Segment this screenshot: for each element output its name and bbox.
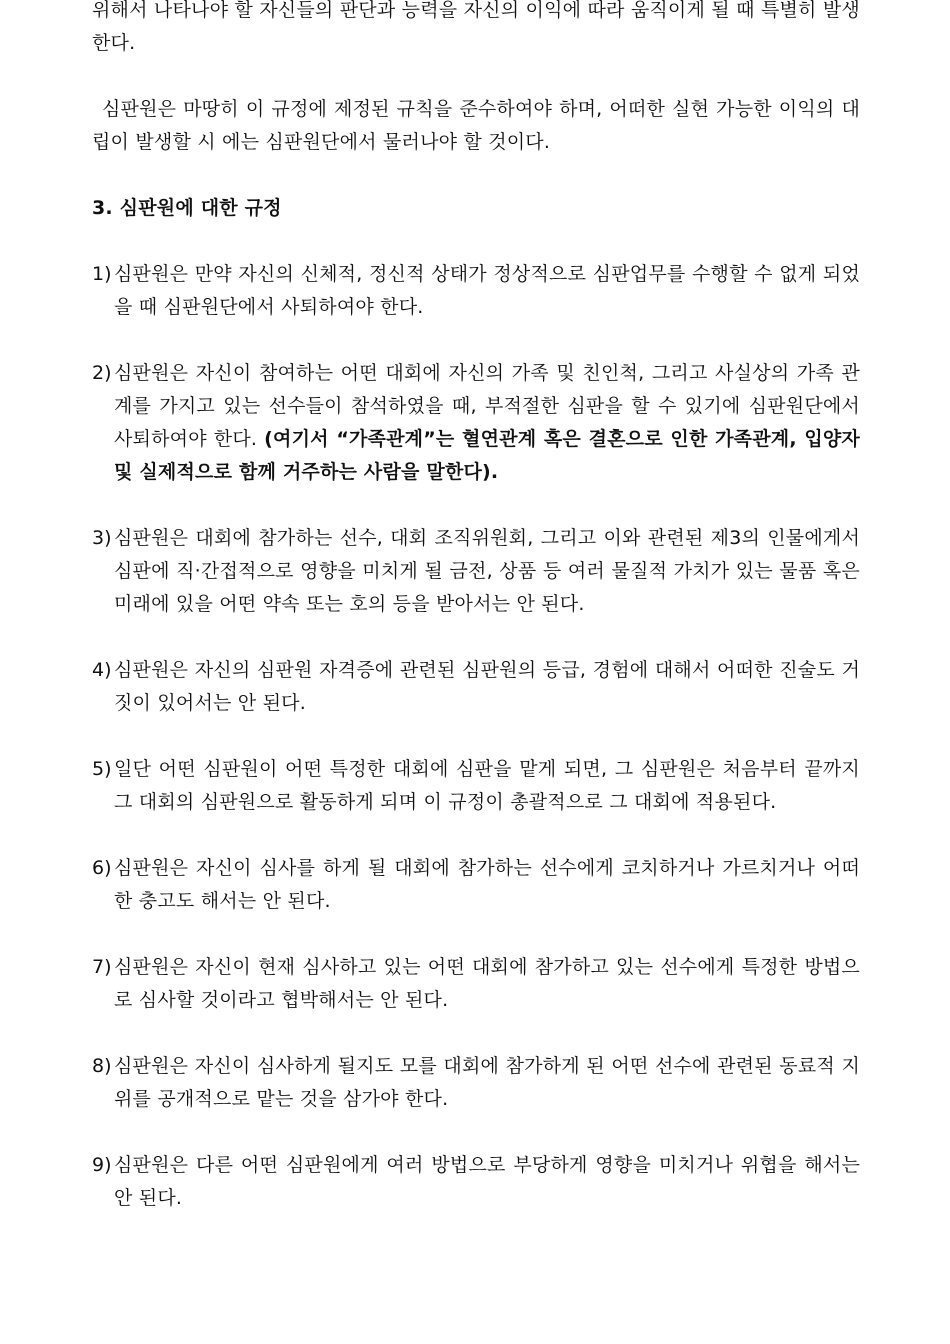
rule-number: 5) <box>92 758 112 780</box>
rule-text-bold: (여기서 “가족관계”는 혈연관계 혹은 결혼으로 인한 가족관계, 입양자 및 실제적으로 함께 거주하는 사람을 말한다). <box>114 428 860 483</box>
section-heading <box>92 192 860 225</box>
rule-text: 심판원은 만약 자신의 신체적, 정신적 상태가 정상적으로 심판업무를 수행할 수 없게 되었을 때 심판원단에서 사퇴하여야 한다. <box>114 263 860 318</box>
rule-item <box>92 1050 860 1116</box>
rule-number: 1) <box>92 263 112 285</box>
duty-paragraph: 심판원은 마땅히 이 규정에 제정된 규칙을 준수하여야 하며, 어떠한 실현 가능한 이익의 대립이 발생할 시 에는 심판원단에서 물러나야 할 것이다. <box>92 98 860 153</box>
rule-text: 심판원은 자신이 심사를 하게 될 대회에 참가하는 선수에게 코치하거나 가르치거나 어떠한 충고도 해서는 안 된다. <box>114 857 860 912</box>
intro-paragraph: 위해서 나타나야 할 자신들의 판단과 능력을 자신의 이익에 따라 움직이게 될 때 특별히 발생한다. <box>92 0 860 54</box>
rule-text <box>114 357 860 489</box>
rule-number: 7) <box>92 956 112 978</box>
rule-item <box>92 258 860 324</box>
rule-number: 8) <box>92 1055 112 1077</box>
rule-text-regular: 심판원은 자신이 참여하는 어떤 대회에 자신의 가족 및 친인척, 그리고 사실상의 가족 관계를 가지고 있는 선수들이 참석하였을 때, 부적절한 심판을 할 수 있기에 심판원단에서 사퇴하여야 한다. <box>114 362 860 450</box>
rule-text: 심판원은 자신이 현재 심사하고 있는 어떤 대회에 참가하고 있는 선수에게 특정한 방법으로 심사할 것이라고 협박해서는 안 된다. <box>114 956 860 1011</box>
rule-item <box>92 951 860 1017</box>
rule-text: 심판원은 대회에 참가하는 선수, 대회 조직위원회, 그리고 이와 관련된 제3의 인물에게서 심판에 직·간접적으로 영향을 미치게 될 금전, 상품 등 여러 물질적 가치가 있는 물품 혹은 미래에 있을 어떤 약속 또는 호의 등을 받아서는 안 된다. <box>114 527 860 615</box>
rule-number: 6) <box>92 857 112 879</box>
document-page <box>92 0 860 1248</box>
rule-number: 3) <box>92 527 112 549</box>
rule-item <box>92 753 860 819</box>
rule-text: 심판원은 다른 어떤 심판원에게 여러 방법으로 부당하게 영향을 미치거나 위협을 해서는 안 된다. <box>114 1154 860 1209</box>
section-number: 3. <box>92 197 113 219</box>
rule-item <box>92 522 860 621</box>
rule-item <box>92 654 860 720</box>
rule-number: 4) <box>92 659 112 681</box>
rule-item <box>92 357 860 489</box>
rule-item <box>92 852 860 918</box>
rule-number: 9) <box>92 1154 112 1176</box>
rule-text: 심판원은 자신의 심판원 자격증에 관련된 심판원의 등급, 경험에 대해서 어떠한 진술도 거짓이 있어서는 안 된다. <box>114 659 860 714</box>
rule-text: 심판원은 자신이 심사하게 될지도 모를 대회에 참가하게 된 어떤 선수에 관련된 동료적 지위를 공개적으로 맡는 것을 삼가야 한다. <box>114 1055 860 1110</box>
rule-text: 일단 어떤 심판원이 어떤 특정한 대회에 심판을 맡게 되면, 그 심판원은 처음부터 끝까지 그 대회의 심판원으로 활동하게 되며 이 규정이 총괄적으로 그 대회에 적용된다. <box>114 758 860 813</box>
rule-number: 2) <box>92 362 112 384</box>
rule-item <box>92 1149 860 1215</box>
section-title: 심판원에 대한 규정 <box>119 197 282 219</box>
